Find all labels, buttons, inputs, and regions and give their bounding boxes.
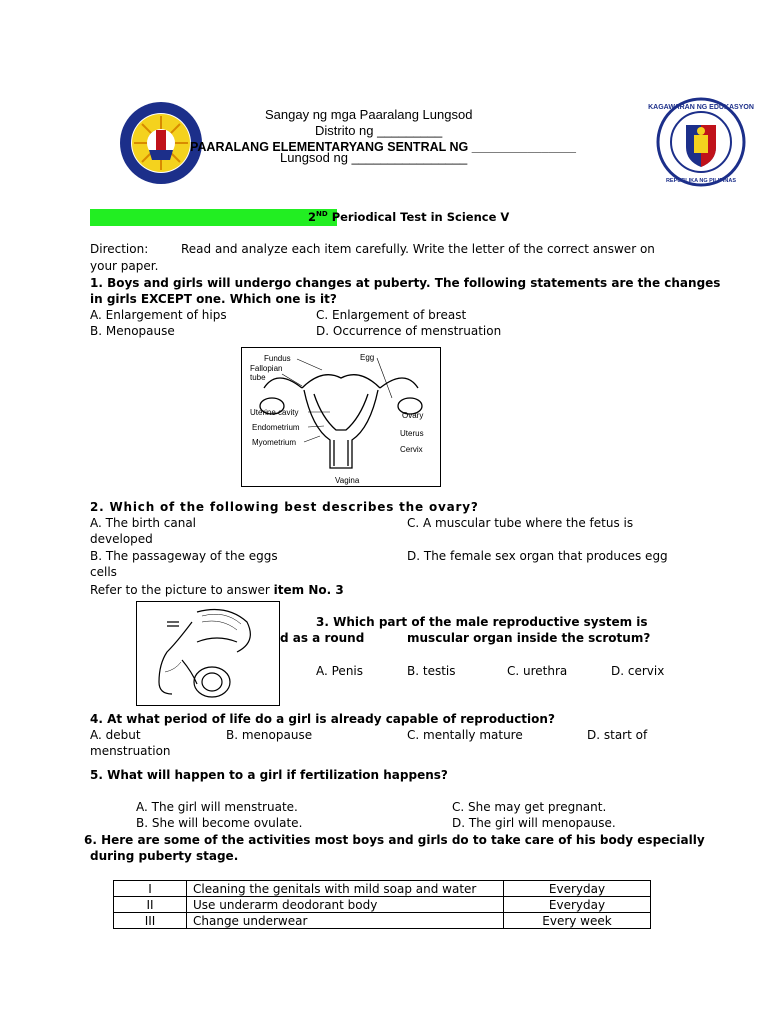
header-line-4: Lungsod ng ________________ — [280, 150, 468, 165]
q2-stem: 2. Which of the following best describes the ovary? — [90, 500, 479, 514]
direction-text-cont: your paper. — [90, 259, 159, 273]
q1-stem-line1: 1. Boys and girls will undergo changes at puberty. The following statements are the changes — [90, 276, 721, 290]
q2-choice-b: B. The passageway of the eggs — [90, 549, 278, 563]
q2-choice-c: C. A muscular tube where the fetus is — [407, 516, 634, 530]
activities-table — [113, 880, 651, 929]
label-endometrium: Endometrium — [252, 423, 300, 432]
deped-seal-logo — [648, 97, 754, 187]
header-line-1: Sangay ng mga Paaralang Lungsod — [265, 107, 473, 122]
title-superscript: ND — [316, 210, 328, 219]
refer-text: Refer to the picture to answer — [90, 583, 274, 597]
header-line-2: Distrito ng _________ — [315, 123, 443, 138]
table-cell-activity: Use underarm deodorant body — [187, 897, 504, 913]
q1-choice-b: B. Menopause — [90, 324, 175, 338]
q6-stem-line1: 6. Here are some of the activities most boys and girls do to take care of his body especially — [84, 833, 705, 847]
q4-choice-d: D. start of — [587, 728, 648, 742]
q5-choice-d: D. The girl will menopause. — [452, 816, 616, 830]
table-cell-frequency: Every week — [504, 913, 651, 929]
q3-choice-d: D. cervix — [611, 664, 665, 678]
refer-item-number: item No. 3 — [273, 583, 344, 597]
table-cell-number: III — [114, 913, 187, 929]
label-ovary: Ovary — [402, 411, 424, 420]
svg-text:KAGAWARAN NG EDUKASYON: KAGAWARAN NG EDUKASYON — [648, 104, 754, 111]
male-system-illustration — [137, 602, 279, 705]
q4-choice-a: A. debut — [90, 728, 141, 742]
q3-stem-line2b: muscular organ inside the scrotum? — [407, 631, 651, 645]
q3-choice-c: C. urethra — [507, 664, 568, 678]
q5-choice-b: B. She will become ovulate. — [136, 816, 303, 830]
q5-choice-c: C. She may get pregnant. — [452, 800, 607, 814]
male-reproductive-diagram — [136, 601, 280, 706]
q1-choice-c: C. Enlargement of breast — [316, 308, 467, 322]
q5-stem: 5. What will happen to a girl if fertilization happens? — [90, 768, 448, 782]
label-uterine-cavity: Uterine cavity — [250, 408, 299, 417]
label-fundus: Fundus — [264, 354, 291, 363]
q1-choice-d: D. Occurrence of menstruation — [316, 324, 502, 338]
label-tube: tube — [250, 373, 266, 382]
table-cell-number: I — [114, 881, 187, 897]
q4-choice-c: C. mentally mature — [407, 728, 523, 742]
q2-choice-d-cont: cells — [90, 565, 117, 579]
svg-text:REPUBLIKA NG PILIPINAS: REPUBLIKA NG PILIPINAS — [665, 178, 737, 184]
label-vagina: Vagina — [335, 476, 360, 485]
label-uterus: Uterus — [400, 429, 424, 438]
table-cell-frequency: Everyday — [504, 897, 651, 913]
title-text: Periodical Test in Science V — [331, 210, 510, 224]
table-cell-activity: Cleaning the genitals with mild soap and water — [187, 881, 504, 897]
q3-stem-line1: 3. Which part of the male reproductive system is — [316, 615, 648, 629]
direction-text: Read and analyze each item carefully. Write the letter of the correct answer on — [181, 242, 655, 256]
title-number: 2 — [308, 210, 317, 224]
direction-label: Direction: — [90, 242, 149, 256]
q4-choice-d-cont: menstruation — [90, 744, 171, 758]
uterus-illustration — [242, 348, 440, 486]
q3-choice-b: B. testis — [407, 664, 456, 678]
label-myometrium: Myometrium — [252, 438, 297, 447]
q5-choice-a: A. The girl will menstruate. — [136, 800, 298, 814]
table-row — [114, 897, 651, 913]
header-line-3: PAARALANG ELEMENTARYANG SENTRAL NG _______________ — [190, 140, 577, 154]
label-egg: Egg — [360, 353, 375, 362]
label-fallopian: Fallopian — [250, 364, 283, 373]
table-row — [114, 913, 651, 929]
table-cell-number: II — [114, 897, 187, 913]
q6-stem-line2: during puberty stage. — [90, 849, 239, 863]
q4-stem: 4. At what period of life do a girl is already capable of reproduction? — [90, 712, 555, 726]
table-row — [114, 881, 651, 897]
refer-instruction — [90, 583, 344, 597]
q1-stem-line2: in girls EXCEPT one. Which one is it? — [90, 292, 337, 306]
q3-stem-line2a: d as a round — [280, 631, 365, 645]
female-reproductive-diagram — [241, 347, 441, 487]
test-title — [308, 210, 509, 224]
q2-choice-d: D. The female sex organ that produces egg — [407, 549, 668, 563]
table-cell-frequency: Everyday — [504, 881, 651, 897]
q3-choice-a: A. Penis — [316, 664, 364, 678]
q1-choice-a: A. Enlargement of hips — [90, 308, 227, 322]
label-cervix: Cervix — [400, 445, 423, 454]
q2-choice-c-cont: developed — [90, 532, 153, 546]
table-cell-activity: Change underwear — [187, 913, 504, 929]
q2-choice-a: A. The birth canal — [90, 516, 197, 530]
title-highlight-bar — [90, 209, 337, 226]
q4-choice-b: B. menopause — [226, 728, 313, 742]
